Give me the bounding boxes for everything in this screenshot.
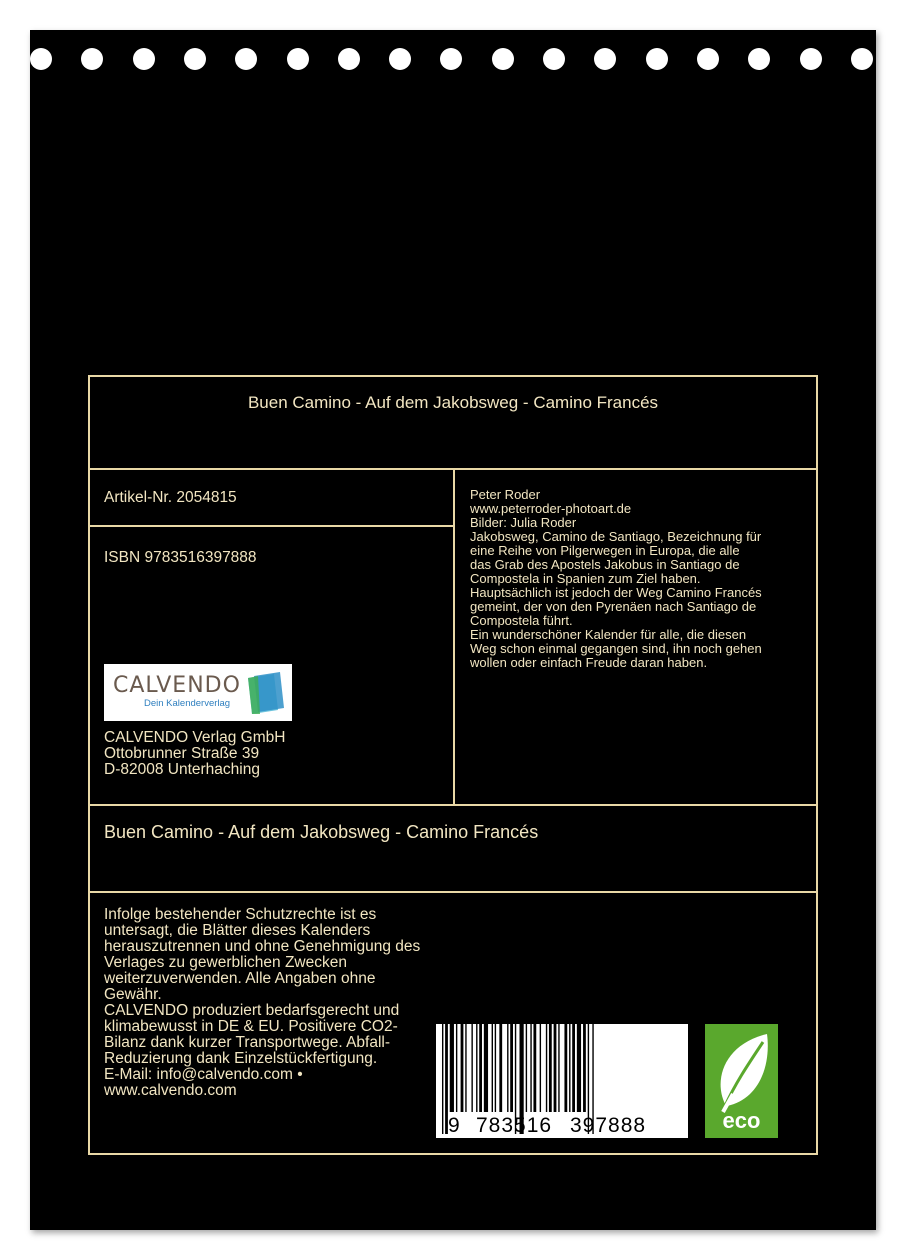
legal-line: www.calvendo.com — [104, 1082, 237, 1099]
barcode-bar — [569, 1024, 570, 1112]
description — [470, 488, 810, 670]
barcode-bar — [465, 1024, 466, 1112]
barcode-bar — [533, 1024, 536, 1112]
barcode-bar — [461, 1024, 464, 1112]
legal-line: E-Mail: info@calvendo.com • — [104, 1066, 303, 1083]
barcode-bar — [546, 1024, 547, 1112]
barcode-bar — [577, 1024, 581, 1112]
barcode-bar — [471, 1024, 472, 1112]
legal-line: Gewähr. — [104, 986, 162, 1003]
barcode-bar — [530, 1024, 531, 1112]
barcode-bar — [456, 1024, 457, 1112]
frame-bottom — [88, 1153, 818, 1155]
isbn: ISBN 9783516397888 — [104, 549, 257, 566]
publisher-street: Ottobrunner Straße 39 — [104, 745, 260, 762]
description-line: Ein wunderschöner Kalender für alle, die diesen — [470, 627, 747, 642]
barcode-bar — [499, 1024, 502, 1112]
binding-hole — [800, 48, 822, 70]
barcode-bar — [450, 1024, 454, 1112]
binding-hole — [133, 48, 155, 70]
description-line: gemeint, der von den Pyrenäen nach Santiago de — [470, 599, 757, 614]
top-title: Buen Camino - Auf dem Jakobsweg - Camino Francés — [247, 393, 659, 412]
barcode-bar — [495, 1024, 496, 1112]
description-line: Compostela in Spanien zum Ziel haben. — [470, 571, 701, 586]
second-title: Buen Camino - Auf dem Jakobsweg - Camino Francés — [104, 822, 539, 842]
legal-line: herauszutrennen und ohne Genehmigung des — [104, 938, 421, 955]
description-line: Peter Roder — [470, 487, 541, 502]
legal-line: weiterzuverwenden. Alle Angaben ohne — [104, 970, 376, 987]
barcode-bar — [507, 1024, 508, 1112]
publisher-name: CALVENDO Verlag GmbH — [104, 729, 286, 746]
legal-line: Bilanz dank kurzer Transportwege. Abfall- — [104, 1034, 391, 1051]
barcode — [436, 1024, 688, 1138]
barcode-bar — [549, 1024, 552, 1112]
barcode-bar — [583, 1024, 586, 1112]
barcode-digits-left: 783516 — [476, 1114, 553, 1137]
frame-top — [88, 375, 818, 377]
description-line[interactable]: www.peterroder-photoart.de — [470, 501, 632, 516]
frame-left — [88, 375, 90, 1155]
logo-tagline: Dein Kalenderverlag — [144, 698, 231, 709]
binding-hole — [646, 48, 668, 70]
binding-hole — [697, 48, 719, 70]
binding-hole — [30, 48, 52, 70]
article-number: Artikel-Nr. 2054815 — [104, 489, 237, 506]
barcode-bar — [510, 1024, 513, 1112]
binding-hole — [338, 48, 360, 70]
description-line: Weg schon einmal gegangen sind, ihn noch gehen — [470, 641, 762, 656]
description-line: eine Reihe von Pilgerwegen in Europa, die alle — [470, 543, 740, 558]
description-line: das Grab des Apostels Jakobus in Santiago de — [470, 557, 740, 572]
eco-label: eco — [722, 1108, 761, 1133]
eco-badge — [705, 1024, 778, 1138]
barcode-bar — [558, 1024, 559, 1112]
binding-hole — [851, 48, 873, 70]
legal-line: untersagt, die Blätter dieses Kalenders — [104, 922, 371, 939]
legal-line: Infolge bestehender Schutzrechte ist es — [104, 906, 377, 923]
binding-hole — [492, 48, 514, 70]
barcode-bar — [554, 1024, 557, 1112]
description-line: wollen oder einfach Freude daran haben. — [470, 655, 708, 670]
publisher-address — [104, 730, 285, 778]
legal-line: klimabewusst in DE & EU. Positivere CO2- — [104, 1018, 398, 1035]
barcode-bar — [492, 1024, 493, 1112]
binding-hole — [184, 48, 206, 70]
description-line: Compostela führt. — [470, 613, 573, 628]
divider-h2 — [88, 525, 454, 527]
divider-h4 — [88, 891, 818, 893]
legal-line: Verlages zu gewerblichen Zwecken — [104, 954, 347, 971]
barcode-bar — [484, 1024, 488, 1112]
legal-line: CALVENDO produziert bedarfsgerecht und — [104, 1002, 400, 1019]
description-line: Bilder: Julia Roder — [470, 515, 577, 530]
barcode-bar — [526, 1024, 527, 1112]
description-line: Jakobsweg, Camino de Santiago, Bezeichnung für — [470, 529, 762, 544]
barcode-bar — [540, 1024, 541, 1112]
binding-hole — [287, 48, 309, 70]
barcode-digits-right: 397888 — [570, 1114, 647, 1137]
description-line: Hauptsächlich ist jedoch der Weg Camino Francés — [470, 585, 762, 600]
binding-hole — [543, 48, 565, 70]
barcode-bars — [436, 1024, 688, 1138]
publisher-city: D-82008 Unterhaching — [104, 761, 260, 778]
barcode-bar — [572, 1024, 575, 1112]
barcode-bar — [442, 1024, 443, 1134]
barcode-bar — [564, 1024, 567, 1112]
legal-line: Reduzierung dank Einzelstückfertigung. — [104, 1050, 378, 1067]
barcode-bar — [476, 1024, 477, 1112]
calvendo-logo — [104, 664, 292, 721]
frame-right — [816, 375, 818, 1155]
calendar-page-icon — [244, 670, 286, 716]
legal-notice — [104, 907, 434, 1099]
barcode-digit-first: 9 — [448, 1114, 460, 1137]
binding-hole — [389, 48, 411, 70]
divider-v1 — [453, 468, 455, 806]
barcode-bar — [479, 1024, 482, 1112]
logo-wordmark: CALVENDO — [113, 673, 241, 698]
